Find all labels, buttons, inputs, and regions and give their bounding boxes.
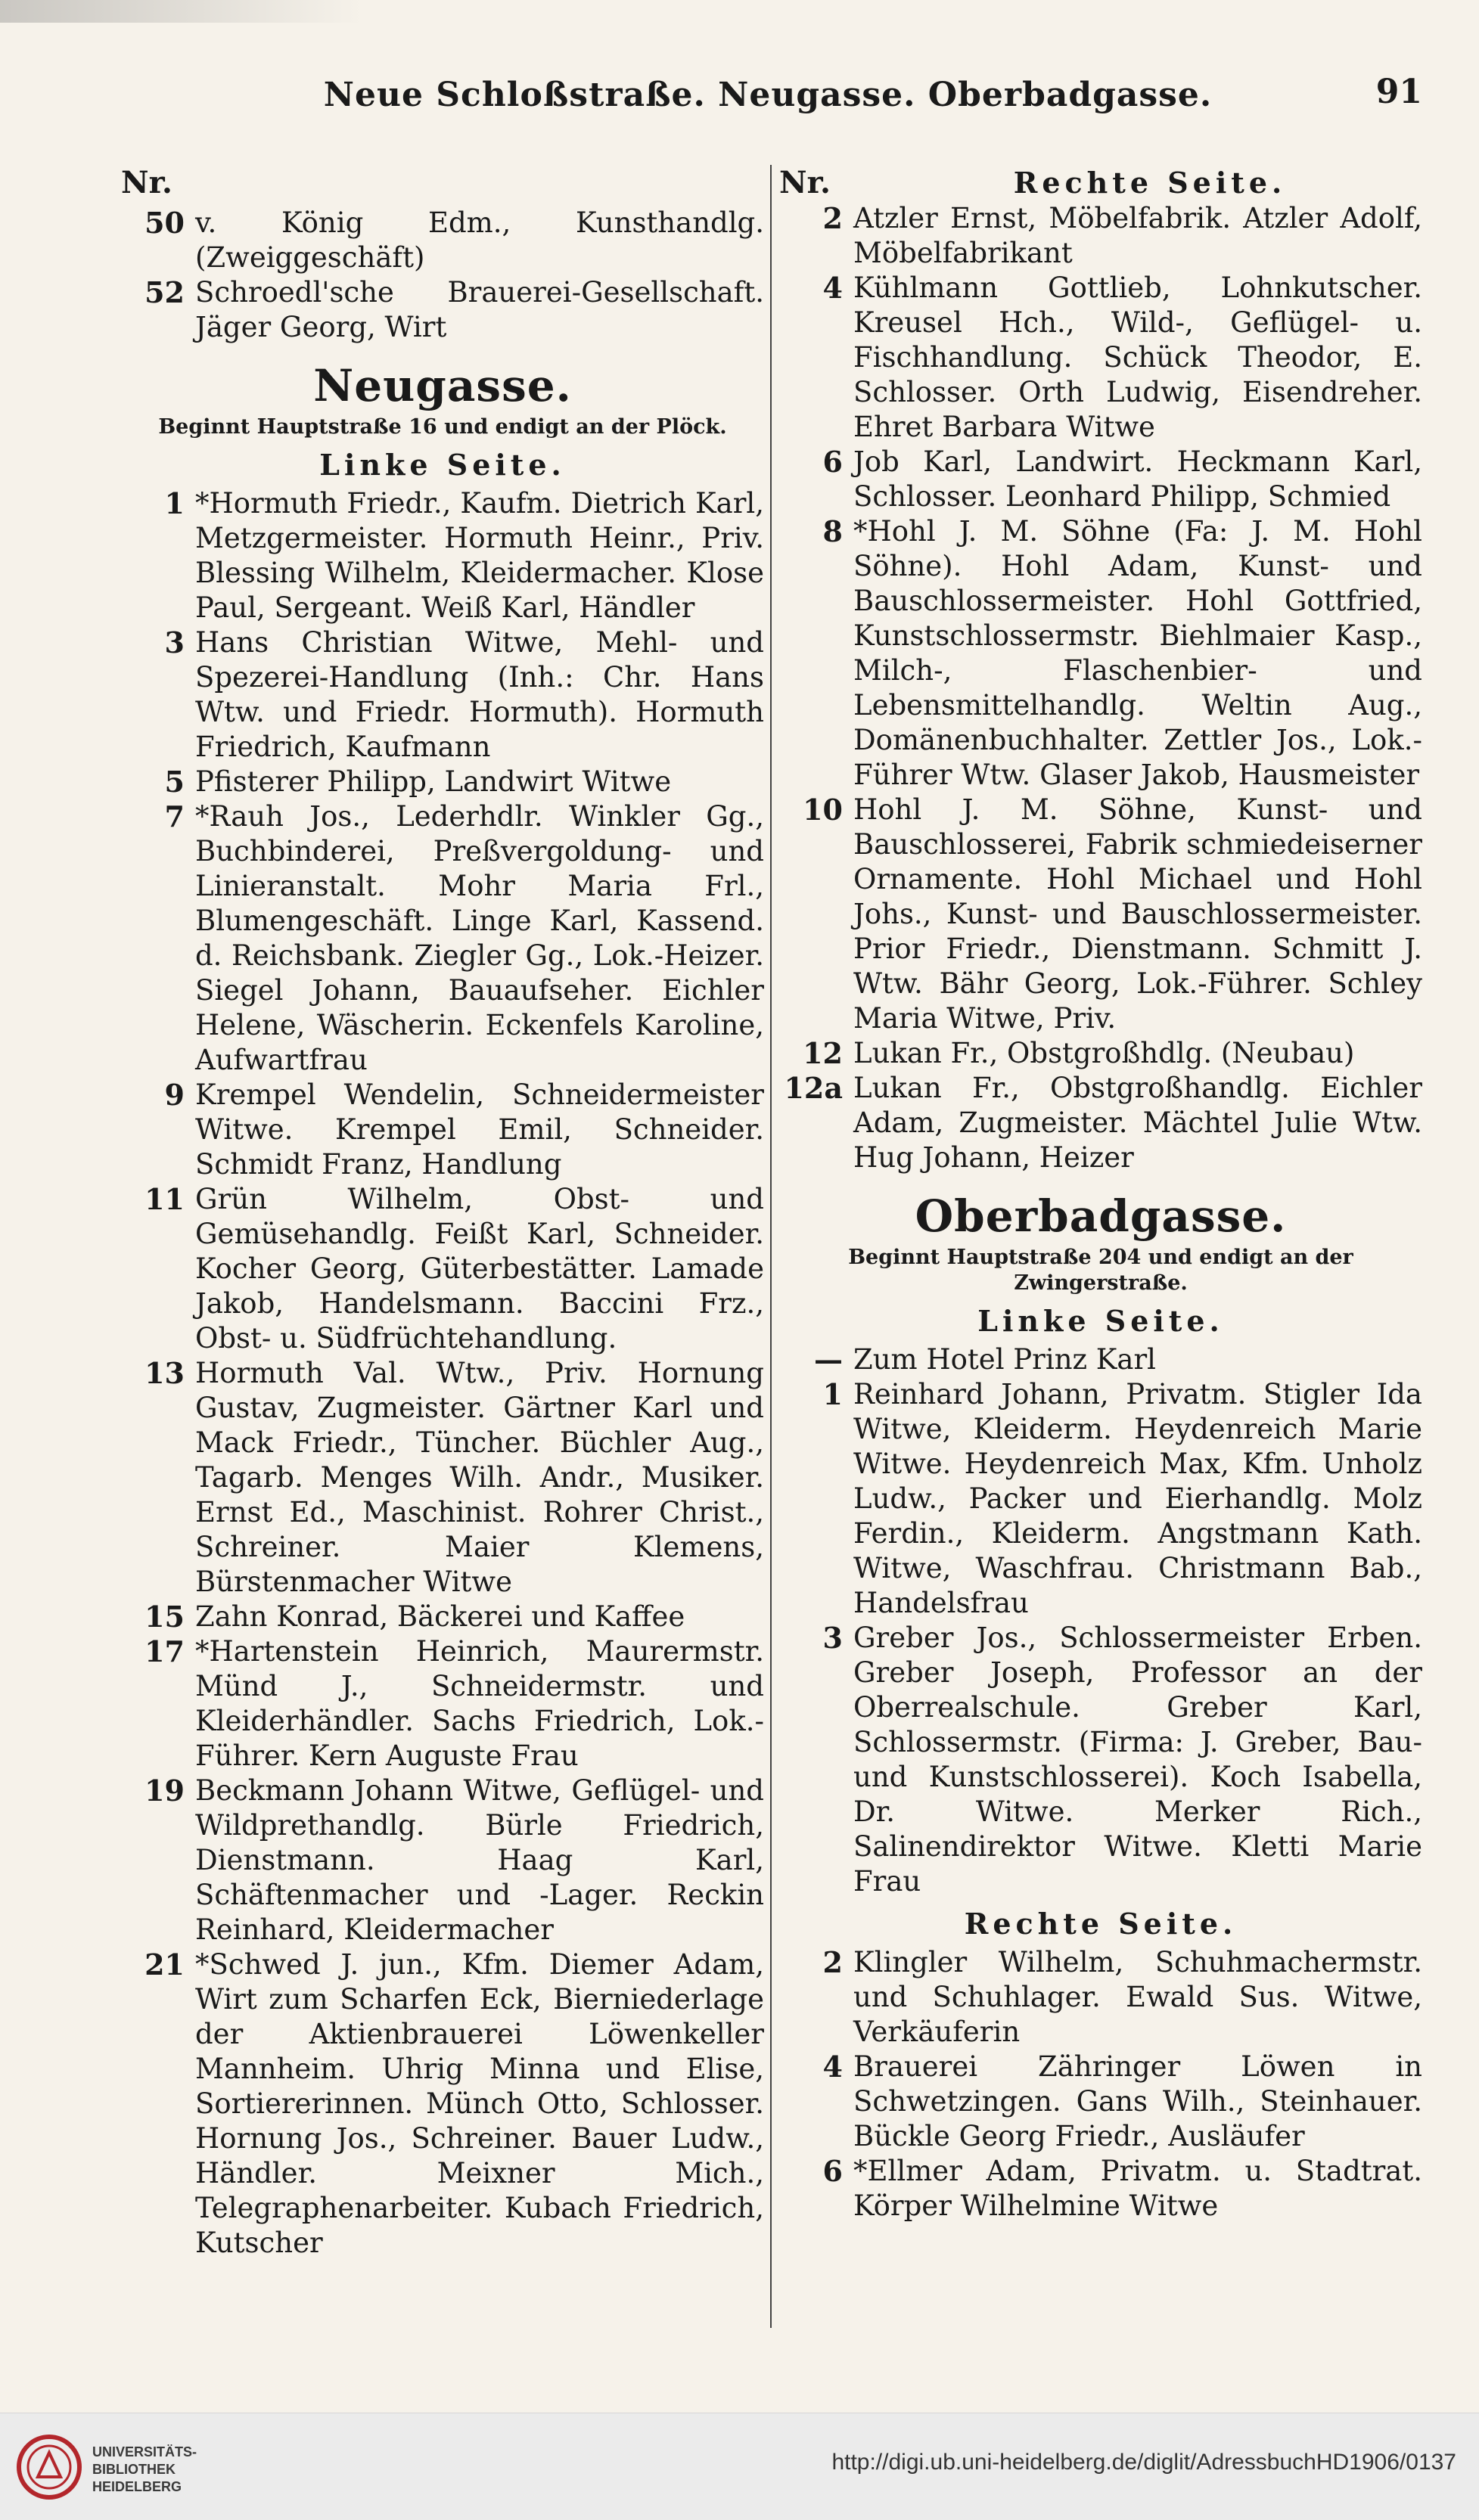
house-number: 12a [784, 1071, 843, 1105]
residents-text: Atzler Ernst, Möbelfabrik. Atzler Adolf, Möbelfabrikant [853, 202, 1422, 269]
residents-text: Klingler Wilhelm, Schuhmachermstr. und Schuhlager. Ewald Sus. Witwe, Verkäuferin [853, 1946, 1422, 2048]
residents-text: *Hormuth Friedr., Kaufm. Dietrich Karl, Metzgermeister. Hormuth Heinr., Priv. Blessing Wilhelm, Kleidermacher. Klose Paul, Sergeant. Weiß Karl, Händler [195, 487, 764, 624]
house-number: 7 [164, 799, 185, 833]
house-number: 1 [822, 1377, 843, 1411]
house-number: 4 [822, 271, 843, 305]
left-main-entries [121, 486, 764, 2261]
residents-text: Zahn Konrad, Bäckerei und Kaffee [195, 1600, 685, 1633]
address-entry [779, 1377, 1422, 1621]
residents-text: Greber Jos., Schlossermeister Erben. Greber Joseph, Professor an der Oberrealschule. Greber Karl, Schlossermstr. (Firma: J. Greber, Bau- und Kunstschlosserei). Koch Isabella, Dr. Witwe. Merker Rich., Salinendirektor Witwe. Kletti Marie Frau [853, 1622, 1422, 1898]
house-number: 12 [803, 1036, 843, 1070]
address-entry [121, 799, 764, 1078]
left-column [121, 165, 764, 2261]
address-entry [121, 625, 764, 765]
side-heading-left: Linke Seite. [319, 448, 566, 482]
residents-text: Lukan Fr., Obstgroßhdlg. (Neubau) [853, 1037, 1355, 1069]
running-header: Neue Schloßstraße. Neugasse. Oberbadgasse. [323, 76, 1213, 114]
column-divider [770, 165, 772, 2328]
residents-text: Krempel Wendelin, Schneidermeister Witwe. Krempel Emil, Schneider. Schmidt Franz, Handlung [195, 1078, 764, 1181]
residents-text: *Schwed J. jun., Kfm. Diemer Adam, Wirt zum Scharfen Eck, Bierniederlage der Aktienbrauerei Löwenkeller Mannheim. Uhrig Minna und Elise, Sortiererinnen. Münch Otto, Schlosser. Hornung Jos., Schreiner. Bauer Ludw., Händler. Meixner Mich., Telegraphenarbeiter. Kubach Friedrich, Kutscher [195, 1948, 764, 2259]
residents-text: Hormuth Val. Wtw., Priv. Hornung Gustav, Zugmeister. Gärtner Karl und Mack Friedr., Tüncher. Büchler Aug., Tagarb. Menges Wilh. Andr., Musiker. Ernst Ed., Maschinist. Rohrer Christ., Schreiner. Maier Klemens, Bürstenmacher Witwe [195, 1357, 764, 1598]
address-entry [121, 1947, 764, 2261]
address-entry [121, 206, 764, 275]
street-title-neugasse: Neugasse. [313, 360, 572, 411]
residents-text: Schroedl'sche Brauerei-Gesellschaft. Jäger Georg, Wirt [195, 276, 764, 343]
residents-text: Kühlmann Gottlieb, Lohnkutscher. Kreusel Hch., Wild-, Geflügel- u. Fischhandlung. Schück Theodor, E. Schlosser. Orth Ludwig, Eisendreher. Ehret Barbara Witwe [853, 272, 1422, 443]
scan-smudge [0, 0, 363, 23]
address-entry [779, 1621, 1422, 1899]
address-entry [121, 1182, 764, 1356]
address-entry [779, 201, 1422, 271]
residents-text: Reinhard Johann, Privatm. Stigler Ida Witwe, Kleiderm. Heydenreich Marie Witwe. Heydenreich Max, Kfm. Unholz Ludw., Packer und Eierhandlg. Molz Ferdin., Kleiderm. Angstmann Kath. Witwe, Waschfrau. Christmann Bab., Handelsfrau [853, 1378, 1422, 1619]
residents-text: Pfisterer Philipp, Landwirt Witwe [195, 765, 672, 798]
house-number: 2 [822, 201, 843, 235]
house-number: 50 [144, 206, 185, 240]
library-name-line: HEIDELBERG [92, 2479, 182, 2494]
residents-text: Zum Hotel Prinz Karl [853, 1343, 1157, 1376]
house-number: 3 [822, 1621, 843, 1655]
residents-text: Hans Christian Witwe, Mehl- und Spezerei-Handlung (Inh.: Chr. Hans Wtw. und Friedr. Hormuth). Hormuth Friedrich, Kaufmann [195, 626, 764, 763]
address-entry [779, 271, 1422, 445]
source-url-link[interactable]: http://digi.ub.uni-heidelberg.de/diglit/AdressbuchHD1906/0137 [831, 2450, 1456, 2475]
address-entry [121, 1774, 764, 1947]
address-entry [121, 1356, 764, 1600]
right-column [779, 165, 1422, 2224]
address-entry [779, 1071, 1422, 1175]
address-entry [779, 2050, 1422, 2154]
house-number: 17 [144, 1634, 185, 1668]
residents-text: Brauerei Zähringer Löwen in Schwetzingen. Gans Wilh., Steinhauer. Bückle Georg Friedr., Ausläufer [853, 2050, 1422, 2152]
address-entry [779, 445, 1422, 514]
address-entry [779, 1945, 1422, 2050]
residents-text: *Rauh Jos., Lederhdlr. Winkler Gg., Buchbinderei, Preßvergoldung- und Linieranstalt. Mohr Maria Frl., Blumengeschäft. Linge Karl, Kassend. d. Reichsbank. Ziegler Gg., Lok.-Heizer. Siegel Johann, Bauaufseher. Eichler Helene, Wäscherin. Eckenfels Karoline, Aufwartfrau [195, 800, 764, 1076]
residents-text: *Hohl J. M. Söhne (Fa: J. M. Hohl Söhne). Hohl Adam, Kunst- und Bauschlossermeister. Hohl Gottfried, Kunstschlossermstr. Biehlmaier Kasp., Milch-, Flaschenbier- und Lebensmittelhandlg. Weltin Aug., Domänenbuchhalter. Zettler Jos., Lok.-Führer Wtw. Glaser Jakob, Hausmeister [853, 515, 1422, 791]
address-entry [121, 1078, 764, 1182]
side-heading-right: Rechte Seite. [1013, 166, 1287, 200]
side-heading-left: Linke Seite. [977, 1304, 1224, 1338]
house-number: 6 [822, 2154, 843, 2188]
address-entry [121, 1600, 764, 1634]
oberbadgasse-right-entries [779, 1945, 1422, 2224]
address-entry [779, 1342, 1422, 1377]
house-number: 9 [164, 1078, 185, 1112]
street-description: Beginnt Hauptstraße 16 und endigt an der Plöck. [158, 415, 727, 439]
residents-text: *Hartenstein Heinrich, Maurermstr. Münd J., Schneidermstr. und Kleiderhändler. Sachs Friedrich, Lok.-Führer. Kern Auguste Frau [195, 1635, 764, 1772]
nr-label: Nr. [779, 165, 831, 200]
address-entry [121, 275, 764, 345]
street-description: Beginnt Hauptstraße 204 und endigt an der Zwingerstraße. [848, 1246, 1353, 1295]
house-number: — [814, 1342, 843, 1376]
house-number: 21 [144, 1947, 185, 1982]
house-number: 6 [822, 445, 843, 479]
two-column-body [113, 165, 1422, 2343]
house-number: 13 [144, 1356, 185, 1390]
right-top-entries [779, 201, 1422, 1175]
house-number: 19 [144, 1774, 185, 1808]
address-entry [779, 793, 1422, 1036]
address-entry [121, 486, 764, 625]
address-entry [779, 1036, 1422, 1071]
residents-text: *Ellmer Adam, Privatm. u. Stadtrat. Körper Wilhelmine Witwe [853, 2155, 1422, 2222]
page-number: 91 [1375, 73, 1422, 111]
university-seal-icon [15, 2433, 83, 2501]
house-number: 3 [164, 625, 185, 659]
house-number: 4 [822, 2050, 843, 2084]
residents-text: Grün Wilhelm, Obst- und Gemüsehandlg. Feißt Karl, Schneider. Kocher Georg, Güterbestätter. Lamade Jakob, Handelsmann. Baccini Frz., Obst- u. Südfrüchtehandlung. [195, 1183, 764, 1355]
address-entry [121, 765, 764, 799]
house-number: 2 [822, 1945, 843, 1979]
library-name-line: BIBLIOTHEK [92, 2462, 176, 2477]
right-header-row [779, 165, 1422, 201]
street-title-oberbadgasse: Oberbadgasse. [915, 1190, 1287, 1242]
nr-label: Nr. [121, 165, 172, 200]
residents-text: Hohl J. M. Söhne, Kunst- und Bauschlosserei, Fabrik schmiedeiserner Ornamente. Hohl Michael und Hohl Johs., Kunst- und Bauschlossermeister. Prior Friedr., Dienstmann. Schmitt J. Wtw. Bähr Georg, Lok.-Führer. Schley Maria Witwe, Priv. [853, 793, 1422, 1035]
address-entry [779, 514, 1422, 793]
house-number: 52 [144, 275, 185, 309]
residents-text: Job Karl, Landwirt. Heckmann Karl, Schlosser. Leonhard Philipp, Schmied [853, 445, 1422, 513]
house-number: 8 [822, 514, 843, 548]
page-header [113, 67, 1422, 135]
house-number: 11 [144, 1182, 185, 1216]
house-number: 10 [803, 793, 843, 827]
library-name-line: UNIVERSITÄTS- [92, 2444, 197, 2459]
residents-text: v. König Edm., Kunsthandlg. (Zweiggeschäft) [195, 206, 764, 274]
footer-bar [0, 2413, 1479, 2520]
house-number: 1 [164, 486, 185, 520]
left-top-entries [121, 206, 764, 345]
residents-text: Beckmann Johann Witwe, Geflügel- und Wildprethandlg. Bürle Friedrich, Dienstmann. Haag Karl, Schäftenmacher und -Lager. Reckin Reinhard, Kleidermacher [195, 1774, 764, 1946]
oberbadgasse-left-entries [779, 1342, 1422, 1899]
house-number: 15 [144, 1600, 185, 1634]
library-name [92, 2444, 197, 2496]
address-entry [779, 2154, 1422, 2224]
house-number: 5 [164, 765, 185, 799]
residents-text: Lukan Fr., Obstgroßhandlg. Eichler Adam, Zugmeister. Mächtel Julie Wtw. Hug Johann, Heizer [853, 1072, 1422, 1174]
address-entry [121, 1634, 764, 1774]
side-heading-right: Rechte Seite. [964, 1907, 1238, 1941]
